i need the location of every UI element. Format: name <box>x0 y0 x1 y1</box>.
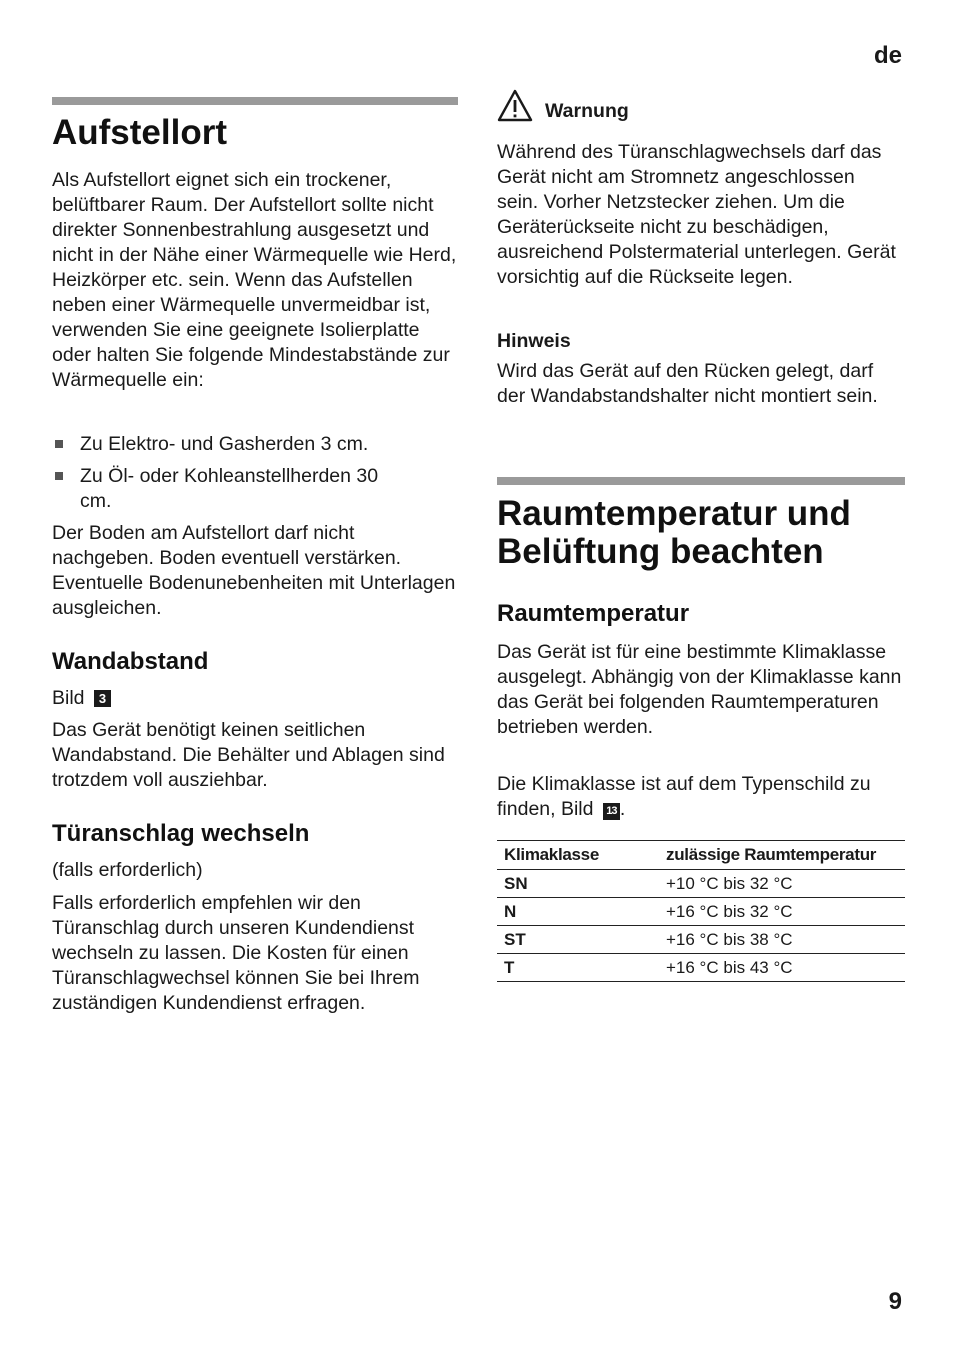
column-header-klimaklasse: Klimaklasse <box>497 841 659 870</box>
table-row <box>497 954 905 982</box>
climate-paragraph: Das Gerät ist für eine bestimmte Klimaklasse ausgelegt. Abhängig von der Klimaklasse kann das Gerät bei folgenden Raumtemperaturen betrieben werden. <box>497 641 902 738</box>
page-number: 9 <box>888 1288 902 1315</box>
heading-aufstellort: Aufstellort <box>52 113 227 152</box>
bullet-square-icon <box>55 440 63 448</box>
table-header-row <box>497 841 905 870</box>
climate-class-table <box>497 840 905 982</box>
floor-paragraph: Der Boden am Aufstellort darf nicht nachgeben. Boden eventuell verstärken. Eventuelle Bodenunebenheiten mit Unterlagen ausgleichen. <box>52 522 456 619</box>
heading-raumtemperatur: Raumtemperatur <box>497 600 690 627</box>
intro-paragraph: Als Aufstellort eignet sich ein trockener, belüftbarer Raum. Der Aufstellort sollte nicht direkter Sonnenbestrahlung ausgesetzt und nicht in der Nähe einer Wärmequelle wie Herd, Heizkörper etc. sein. Wenn das Aufstellen neben einer Wärmequelle unvermeidbar ist, verwenden Sie eine geeignete Isolierplatte oder halten Sie folgende Mindestabstände zur Wärmequelle ein: <box>52 169 457 391</box>
wall-paragraph: Das Gerät benötigt keinen seitlichen Wandabstand. Die Behälter und Ablagen sind trotzdem voll ausziehbar. <box>52 719 445 791</box>
warning-triangle-icon <box>497 89 533 122</box>
warning-paragraph: Während des Türanschlagwechsels darf das Gerät nicht am Stromnetz angeschlossen sein. Vorher Netzstecker ziehen. Um die Geräterückseite nicht zu beschädigen, ausreichend Polstermaterial unterlegen. Gerät vorsichtig auf die Rückseite legen. <box>497 141 896 288</box>
temperature-range-cell: +16 °C bis 38 °C <box>659 926 905 954</box>
bullet-square-icon <box>55 472 63 480</box>
climate-class-cell: ST <box>497 926 659 954</box>
language-marker: de <box>873 42 902 69</box>
hint-paragraph: Wird das Gerät auf den Rücken gelegt, darf der Wandabstandshalter nicht montiert sein. <box>497 360 878 407</box>
sentence-end: . <box>619 798 626 820</box>
figure-reference <box>52 686 111 711</box>
table-row <box>497 926 905 954</box>
heading-wandabstand: Wandabstand <box>52 648 209 675</box>
temperature-range-cell: +16 °C bis 32 °C <box>659 898 905 926</box>
temperature-range-cell: +10 °C bis 32 °C <box>659 870 905 898</box>
heading-tueranschlag: Türanschlag wechseln <box>52 820 310 847</box>
bullet-text: Zu Öl- oder Kohleanstellherden 30 cm. <box>80 465 379 512</box>
warning-label: Warnung <box>545 100 629 122</box>
hint-label: Hinweis <box>497 330 571 352</box>
bullet-text: Zu Elektro- und Gasherden 3 cm. <box>80 433 369 455</box>
door-note: (falls erforderlich) <box>52 859 203 881</box>
type-plate-paragraph <box>497 772 905 822</box>
climate-class-cell: N <box>497 898 659 926</box>
column-header-raumtemperatur: zulässige Raumtemperatur <box>659 841 905 870</box>
climate-class-cell: T <box>497 954 659 982</box>
warning-header <box>497 89 629 122</box>
type-plate-text: Die Klimaklasse ist auf dem Typenschild zu finden, Bild <box>497 773 871 820</box>
figure-number-badge: 13 <box>603 803 620 820</box>
list-item <box>52 464 412 514</box>
door-paragraph: Falls erforderlich empfehlen wir den Türanschlag durch unseren Kundendienst wechseln zu lassen. Die Kosten für einen Türanschlagwechsel können Sie bei Ihrem zuständigen Kundendienst erfragen. <box>52 892 420 1014</box>
list-item <box>52 432 458 457</box>
table-row <box>497 898 905 926</box>
temperature-range-cell: +16 °C bis 43 °C <box>659 954 905 982</box>
table-row <box>497 870 905 898</box>
section-rule <box>497 477 905 485</box>
climate-class-cell: SN <box>497 870 659 898</box>
section-rule <box>52 97 458 105</box>
figure-number-badge: 3 <box>94 690 111 707</box>
figure-label: Bild <box>52 687 85 709</box>
heading-raumtemperatur-belueftung: Raumtemperatur und Belüftung beachten <box>497 494 851 571</box>
